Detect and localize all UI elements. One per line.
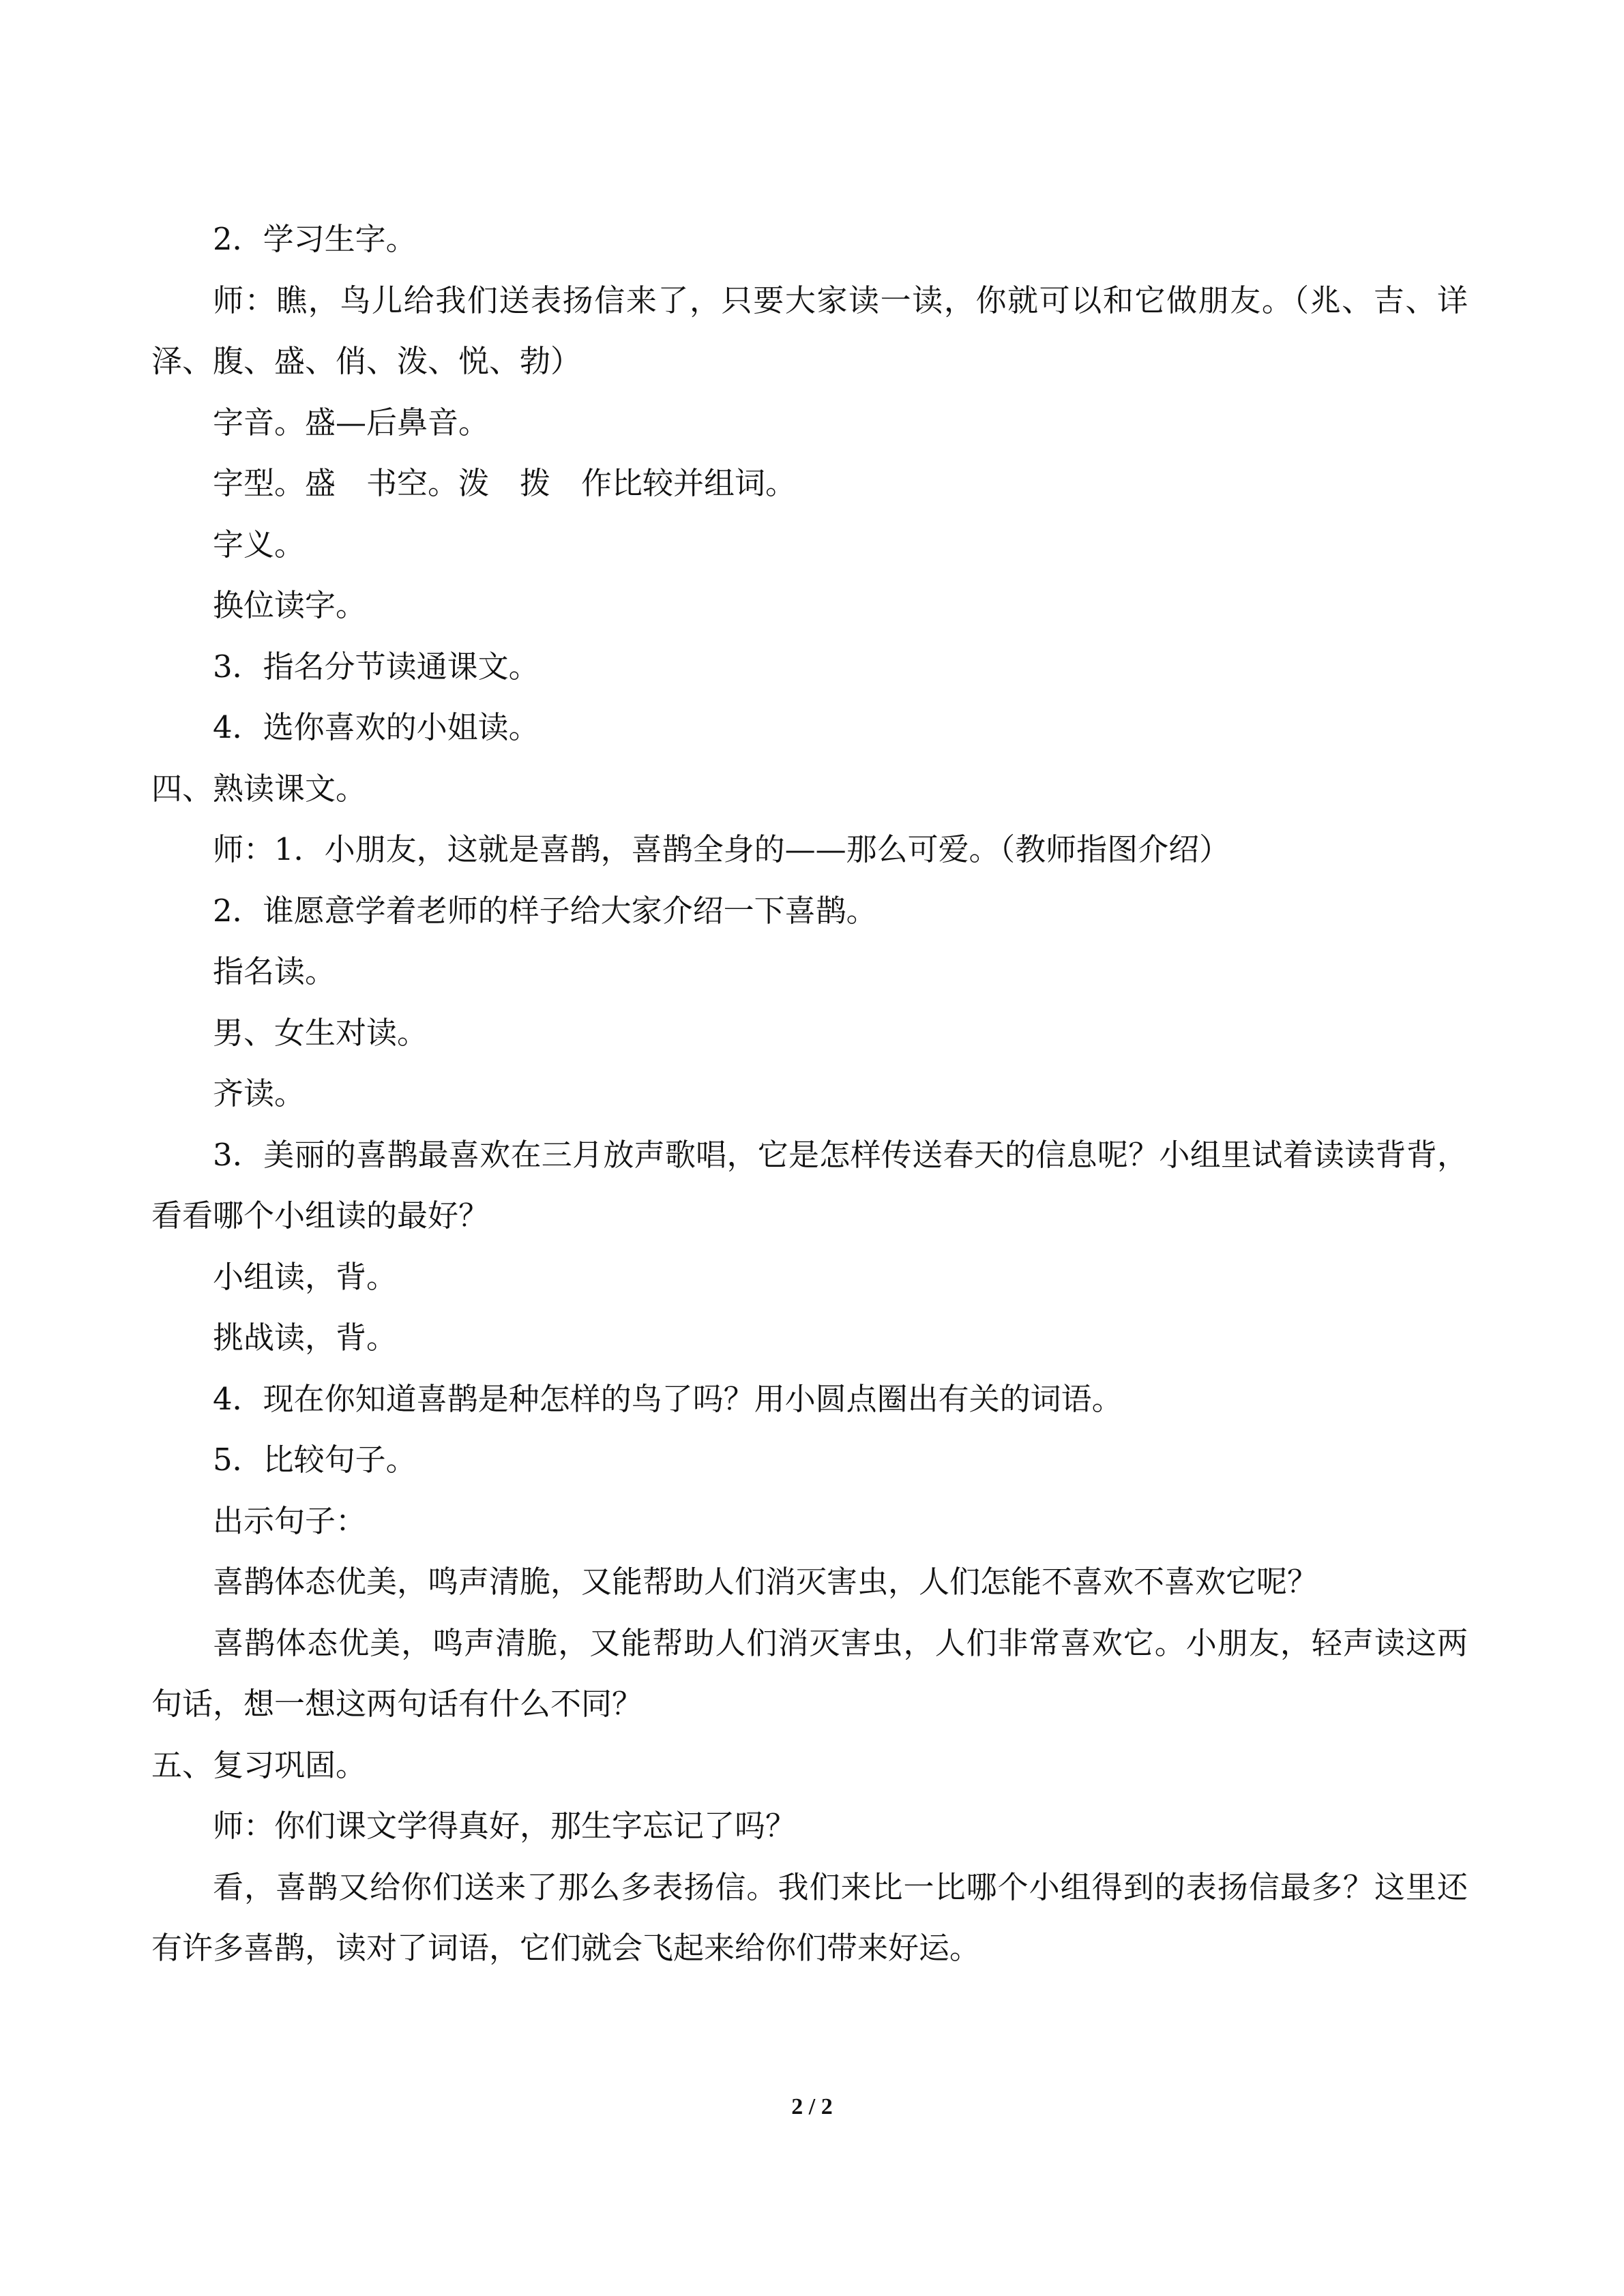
paragraph: 4．选你喜欢的小姐读。 xyxy=(213,709,540,745)
paragraph: 字音。盛—后鼻音。 xyxy=(213,404,490,441)
paragraph: 2．谁愿意学着老师的样子给大家介绍一下喜鹊。 xyxy=(213,892,877,929)
paragraph: 喜鹊体态优美，鸣声清脆，又能帮助人们消灭害虫，人们非常喜欢它。小朋友，轻声读这两句话，想一想这两句话有什么不同？ xyxy=(151,1624,1468,1722)
paragraph: 换位读字。 xyxy=(213,587,367,623)
paragraph: 看，喜鹊又给你们送来了那么多表扬信。我们来比一比哪个小组得到的表扬信最多？这里还有许多喜鹊，读对了词语，它们就会飞起来给你们带来好运。 xyxy=(151,1868,1468,1966)
section-heading: 五、复习巩固。 xyxy=(151,1746,367,1783)
paragraph: 齐读。 xyxy=(213,1075,306,1112)
paragraph: 师：瞧，鸟儿给我们送表扬信来了，只要大家读一读，你就可以和它做朋友。（兆、吉、详泽、腹、盛、俏、泼、悦、勃） xyxy=(151,282,1468,379)
paragraph: 小组读，背。 xyxy=(213,1258,398,1295)
paragraph: 2．学习生字。 xyxy=(213,221,417,257)
paragraph: 挑战读，背。 xyxy=(213,1320,398,1356)
section-heading: 四、熟读课文。 xyxy=(151,770,367,807)
paragraph: 男、女生对读。 xyxy=(213,1014,428,1051)
paragraph: 3．美丽的喜鹊最喜欢在三月放声歌唱，它是怎样传送春天的信息呢？小组里试着读读背背，看看哪个小组读的最好？ xyxy=(151,1136,1468,1234)
paragraph: 指名读。 xyxy=(213,953,336,989)
paragraph: 师：你们课文学得真好，那生字忘记了吗？ xyxy=(213,1808,797,1844)
paragraph: 喜鹊体态优美，鸣声清脆，又能帮助人们消灭害虫，人们怎能不喜欢不喜欢它呢？ xyxy=(213,1564,1318,1600)
paragraph: 出示句子： xyxy=(213,1502,367,1539)
paragraph: 师：1．小朋友，这就是喜鹊，喜鹊全身的——那么可爱。（教师指图介绍） xyxy=(213,831,1230,867)
paragraph: 字义。 xyxy=(213,526,306,563)
paragraph: 字型。盛 书空。泼 拨 作比较并组词。 xyxy=(213,465,797,501)
paragraph: 4．现在你知道喜鹊是种怎样的鸟了吗？用小圆点圈出有关的词语。 xyxy=(213,1380,1123,1417)
page-number: 2 / 2 xyxy=(791,2094,833,2119)
paragraph: 3．指名分节读通课文。 xyxy=(213,648,540,685)
paragraph: 5．比较句子。 xyxy=(213,1442,417,1478)
document-body xyxy=(151,209,1468,1979)
